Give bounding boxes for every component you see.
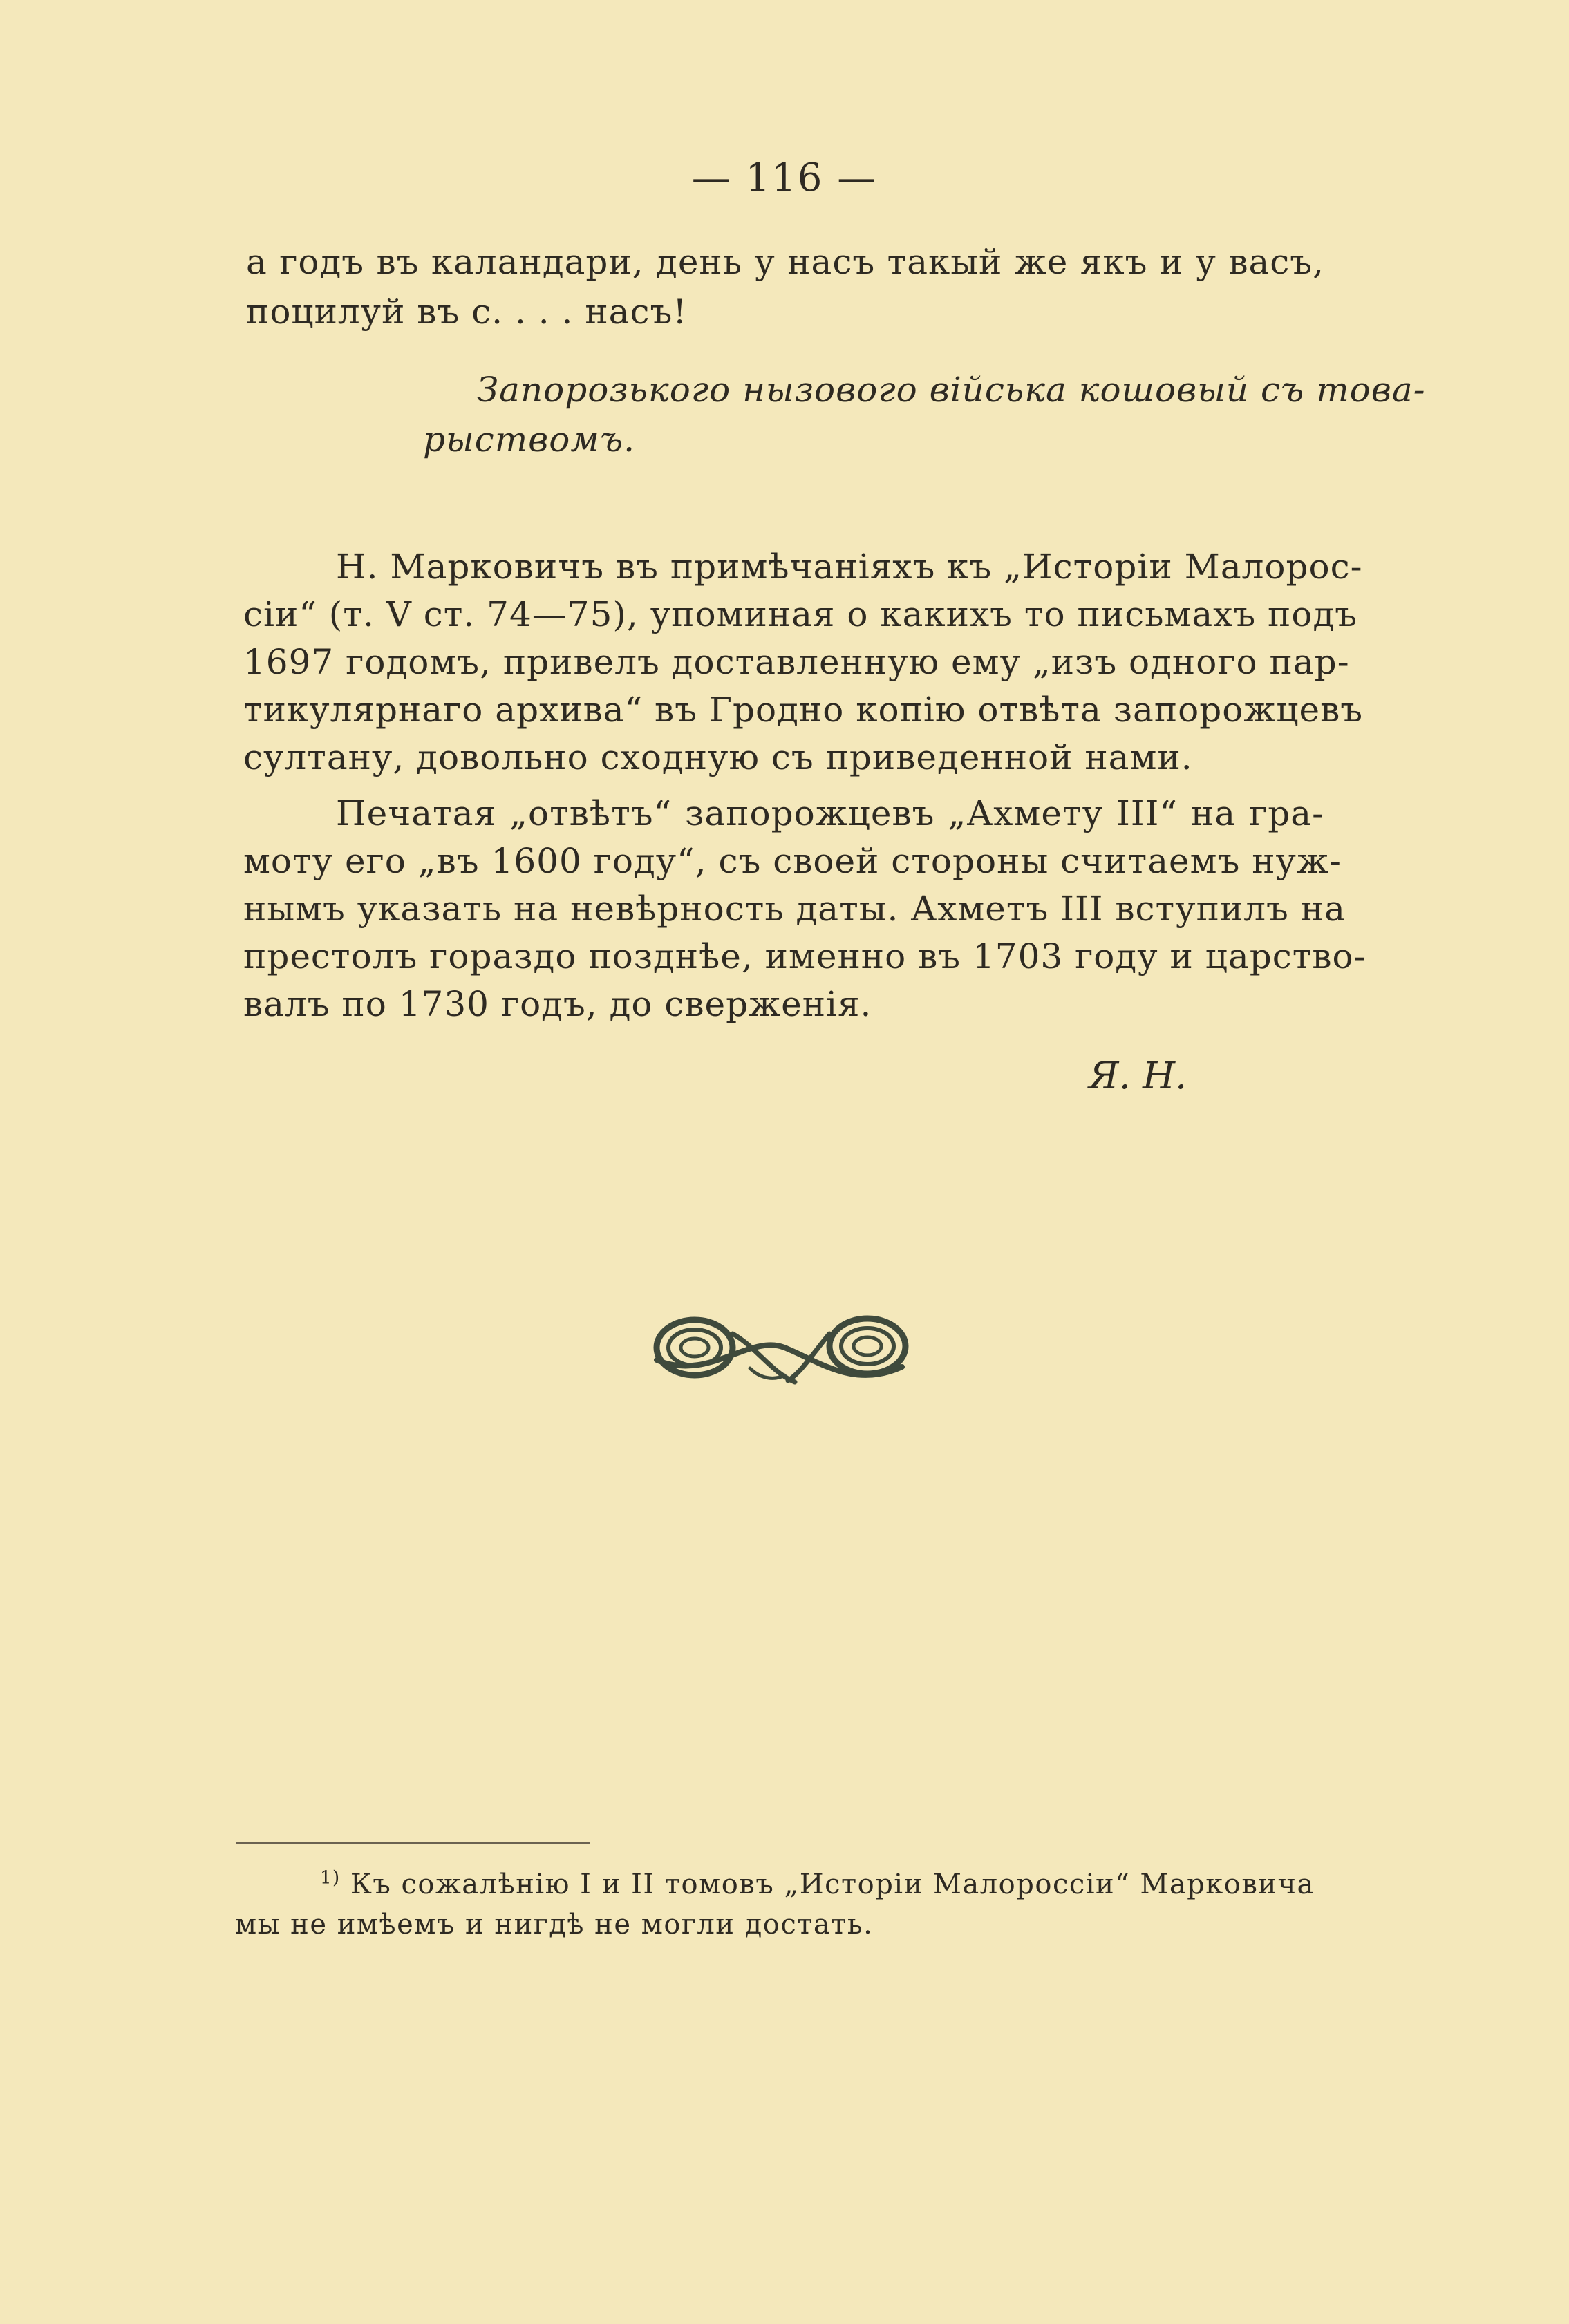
paragraph-2-line-1: Печатая „отвѣтъ“ запорожцевъ „Ахмету III“ на гра-	[336, 793, 1324, 833]
paragraph-2-line-2: моту его „въ 1600 году“, съ своей стороны считаемъ нуж-	[243, 841, 1342, 881]
page-number: — 116 —	[691, 155, 878, 200]
paragraph-1-line-1: Н. Марковичъ въ примѣчаніяхъ къ „Исторіи Малорос-	[336, 547, 1363, 587]
author-initials: Я. Н.	[1089, 1054, 1187, 1097]
paragraph-1-line-4: тикулярнаго архива“ въ Гродно копію отвѣта запорожцевъ	[243, 690, 1364, 730]
paragraph-2-line-4: престолъ гораздо позднѣе, именно въ 1703 году и царство-	[243, 936, 1366, 976]
paragraph-1-line-3: 1697 годомъ, привелъ доставленную ему „изъ одного пар-	[243, 642, 1350, 682]
paragraph-2-line-3: нымъ указать на невѣрность даты. Ахметъ III вступилъ на	[243, 889, 1346, 929]
footnote-line-1	[320, 1869, 1315, 1900]
closing-signature-line-1: Запорозького нызового війська кошовый съ това-	[477, 370, 1426, 410]
footnote-rule	[236, 1842, 590, 1844]
letter-end-line-2: поцилуй въ с. . . . насъ!	[246, 292, 688, 332]
footnote-marker: 1)	[320, 1867, 341, 1889]
paragraph-1-line-5: султану, довольно сходную съ приведенной нами.	[243, 737, 1193, 777]
footnote-text-1: Къ сожалѣнію I и II томовъ „Исторіи Малороссіи“ Марковича	[350, 1869, 1315, 1900]
footnote-line-2: мы не имѣемъ и нигдѣ не могли достать.	[235, 1909, 874, 1940]
paragraph-1-line-2: сіи“ (т. V ст. 74—75), упоминая о какихъ то письмахъ подъ	[243, 594, 1358, 634]
scroll-ornament-icon	[646, 1306, 916, 1396]
paragraph-2-line-5: валъ по 1730 годъ, до сверженія.	[243, 984, 872, 1024]
letter-end-line-1: а годъ въ каландари, день у насъ такый же якъ и у васъ,	[246, 242, 1324, 282]
closing-signature-line-2: рыствомъ.	[423, 419, 636, 460]
